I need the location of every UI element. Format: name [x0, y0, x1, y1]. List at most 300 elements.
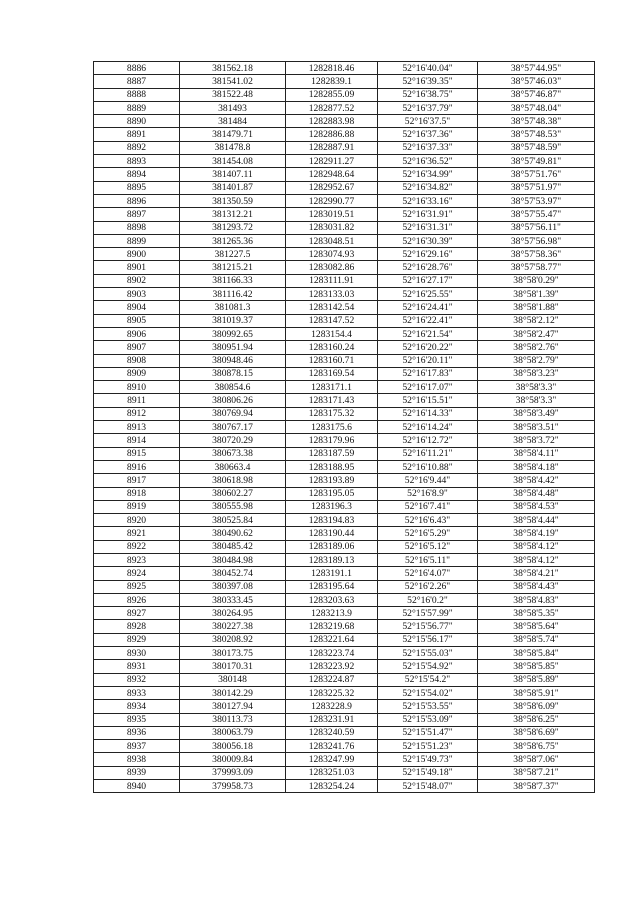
x-coordinate-cell: 380173.75	[180, 647, 286, 660]
latitude-cell: 52°16'37.36"	[378, 128, 478, 141]
longitude-cell: 38°58'4.53"	[478, 500, 595, 513]
x-coordinate-cell: 381116.42	[180, 288, 286, 301]
x-coordinate-cell: 380452.74	[180, 567, 286, 580]
point-number-cell: 8906	[94, 327, 180, 340]
y-coordinate-cell: 1283133.03	[286, 288, 378, 301]
longitude-cell: 38°58'3.72"	[478, 434, 595, 447]
y-coordinate-cell: 1283196.3	[286, 500, 378, 513]
x-coordinate-cell: 381293.72	[180, 221, 286, 234]
y-coordinate-cell: 1283169.54	[286, 367, 378, 380]
y-coordinate-cell: 1283195.05	[286, 487, 378, 500]
table-row	[94, 713, 595, 726]
longitude-cell: 38°58'2.79"	[478, 354, 595, 367]
latitude-cell: 52°16'31.91"	[378, 208, 478, 221]
point-number-cell: 8919	[94, 500, 180, 513]
table-row	[94, 766, 595, 779]
x-coordinate-cell: 380555.98	[180, 500, 286, 513]
longitude-cell: 38°57'58.36"	[478, 248, 595, 261]
table-row	[94, 208, 595, 221]
x-coordinate-cell: 380673.38	[180, 447, 286, 460]
y-coordinate-cell: 1283203.63	[286, 593, 378, 606]
y-coordinate-cell: 1283189.13	[286, 553, 378, 566]
point-number-cell: 8892	[94, 141, 180, 154]
point-number-cell: 8894	[94, 168, 180, 181]
y-coordinate-cell: 1283048.51	[286, 234, 378, 247]
latitude-cell: 52°16'2.26"	[378, 580, 478, 593]
latitude-cell: 52°16'10.88"	[378, 460, 478, 473]
y-coordinate-cell: 1283031.82	[286, 221, 378, 234]
table-row	[94, 141, 595, 154]
y-coordinate-cell: 1283251.03	[286, 766, 378, 779]
x-coordinate-cell: 380170.31	[180, 660, 286, 673]
point-number-cell: 8895	[94, 181, 180, 194]
longitude-cell: 38°58'4.44"	[478, 514, 595, 527]
longitude-cell: 38°57'51.97"	[478, 181, 595, 194]
longitude-cell: 38°58'6.75"	[478, 740, 595, 753]
y-coordinate-cell: 1283223.74	[286, 647, 378, 660]
point-number-cell: 8939	[94, 766, 180, 779]
table-row	[94, 181, 595, 194]
longitude-cell: 38°58'4.12"	[478, 553, 595, 566]
longitude-cell: 38°57'48.04"	[478, 101, 595, 114]
longitude-cell: 38°58'6.69"	[478, 726, 595, 739]
longitude-cell: 38°58'0.29"	[478, 274, 595, 287]
longitude-cell: 38°58'1.39"	[478, 288, 595, 301]
table-row	[94, 381, 595, 394]
x-coordinate-cell: 379993.09	[180, 766, 286, 779]
table-row	[94, 633, 595, 646]
longitude-cell: 38°57'58.77"	[478, 261, 595, 274]
point-number-cell: 8893	[94, 155, 180, 168]
latitude-cell: 52°16'14.33"	[378, 407, 478, 420]
x-coordinate-cell: 381493	[180, 101, 286, 114]
point-number-cell: 8934	[94, 700, 180, 713]
x-coordinate-cell: 380063.79	[180, 726, 286, 739]
longitude-cell: 38°58'2.12"	[478, 314, 595, 327]
latitude-cell: 52°16'7.41"	[378, 500, 478, 513]
latitude-cell: 52°16'0.2"	[378, 593, 478, 606]
table-row	[94, 75, 595, 88]
table-row	[94, 234, 595, 247]
x-coordinate-cell: 380056.18	[180, 740, 286, 753]
y-coordinate-cell: 1283171.1	[286, 381, 378, 394]
point-number-cell: 8910	[94, 381, 180, 394]
point-number-cell: 8887	[94, 75, 180, 88]
point-number-cell: 8902	[94, 274, 180, 287]
y-coordinate-cell: 1282818.46	[286, 62, 378, 75]
x-coordinate-cell: 380113.73	[180, 713, 286, 726]
longitude-cell: 38°57'53.97"	[478, 194, 595, 207]
longitude-cell: 38°57'55.47"	[478, 208, 595, 221]
latitude-cell: 52°15'53.09"	[378, 713, 478, 726]
latitude-cell: 52°15'51.47"	[378, 726, 478, 739]
table-row	[94, 527, 595, 540]
latitude-cell: 52°15'51.23"	[378, 740, 478, 753]
x-coordinate-cell: 381312.21	[180, 208, 286, 221]
y-coordinate-cell: 1283179.96	[286, 434, 378, 447]
x-coordinate-cell: 380397.08	[180, 580, 286, 593]
y-coordinate-cell: 1283228.9	[286, 700, 378, 713]
point-number-cell: 8908	[94, 354, 180, 367]
latitude-cell: 52°15'54.92"	[378, 660, 478, 673]
longitude-cell: 38°58'3.23"	[478, 367, 595, 380]
longitude-cell: 38°58'7.37"	[478, 780, 595, 793]
point-number-cell: 8912	[94, 407, 180, 420]
point-number-cell: 8897	[94, 208, 180, 221]
point-number-cell: 8933	[94, 686, 180, 699]
latitude-cell: 52°16'9.44"	[378, 474, 478, 487]
latitude-cell: 52°16'14.24"	[378, 421, 478, 434]
y-coordinate-cell: 1283191.1	[286, 567, 378, 580]
point-number-cell: 8916	[94, 460, 180, 473]
point-number-cell: 8898	[94, 221, 180, 234]
table-row	[94, 288, 595, 301]
y-coordinate-cell: 1283223.92	[286, 660, 378, 673]
longitude-cell: 38°58'1.88"	[478, 301, 595, 314]
longitude-cell: 38°58'5.35"	[478, 607, 595, 620]
y-coordinate-cell: 1282948.64	[286, 168, 378, 181]
x-coordinate-cell: 380948.46	[180, 354, 286, 367]
latitude-cell: 52°16'20.11"	[378, 354, 478, 367]
x-coordinate-cell: 380264.95	[180, 607, 286, 620]
point-number-cell: 8899	[94, 234, 180, 247]
latitude-cell: 52°16'5.12"	[378, 540, 478, 553]
latitude-cell: 52°15'56.77"	[378, 620, 478, 633]
table-row	[94, 580, 595, 593]
x-coordinate-cell: 380490.62	[180, 527, 286, 540]
latitude-cell: 52°16'29.16"	[378, 248, 478, 261]
point-number-cell: 8890	[94, 115, 180, 128]
table-row	[94, 647, 595, 660]
longitude-cell: 38°58'5.64"	[478, 620, 595, 633]
point-number-cell: 8891	[94, 128, 180, 141]
table-row	[94, 248, 595, 261]
latitude-cell: 52°16'27.17"	[378, 274, 478, 287]
longitude-cell: 38°57'56.98"	[478, 234, 595, 247]
y-coordinate-cell: 1283221.64	[286, 633, 378, 646]
x-coordinate-cell: 380485.42	[180, 540, 286, 553]
point-number-cell: 8917	[94, 474, 180, 487]
longitude-cell: 38°58'3.49"	[478, 407, 595, 420]
longitude-cell: 38°58'4.43"	[478, 580, 595, 593]
longitude-cell: 38°57'48.53"	[478, 128, 595, 141]
point-number-cell: 8922	[94, 540, 180, 553]
y-coordinate-cell: 1283240.59	[286, 726, 378, 739]
point-number-cell: 8915	[94, 447, 180, 460]
latitude-cell: 52°15'53.55"	[378, 700, 478, 713]
x-coordinate-cell: 380208.92	[180, 633, 286, 646]
table-row	[94, 753, 595, 766]
y-coordinate-cell: 1282883.98	[286, 115, 378, 128]
point-number-cell: 8901	[94, 261, 180, 274]
table-row	[94, 101, 595, 114]
latitude-cell: 52°16'34.82"	[378, 181, 478, 194]
table-row	[94, 567, 595, 580]
longitude-cell: 38°58'5.89"	[478, 673, 595, 686]
point-number-cell: 8936	[94, 726, 180, 739]
y-coordinate-cell: 1282990.77	[286, 194, 378, 207]
point-number-cell: 8931	[94, 660, 180, 673]
table-row	[94, 367, 595, 380]
point-number-cell: 8929	[94, 633, 180, 646]
table-row	[94, 62, 595, 75]
y-coordinate-cell: 1283160.24	[286, 341, 378, 354]
point-number-cell: 8900	[94, 248, 180, 261]
longitude-cell: 38°58'5.74"	[478, 633, 595, 646]
longitude-cell: 38°57'48.59"	[478, 141, 595, 154]
x-coordinate-cell: 381019.37	[180, 314, 286, 327]
longitude-cell: 38°58'6.09"	[478, 700, 595, 713]
x-coordinate-cell: 380333.45	[180, 593, 286, 606]
table-row	[94, 421, 595, 434]
table-row	[94, 780, 595, 793]
x-coordinate-cell: 381484	[180, 115, 286, 128]
x-coordinate-cell: 380720.29	[180, 434, 286, 447]
y-coordinate-cell: 1283074.93	[286, 248, 378, 261]
point-number-cell: 8923	[94, 553, 180, 566]
x-coordinate-cell: 381407.11	[180, 168, 286, 181]
longitude-cell: 38°58'2.47"	[478, 327, 595, 340]
y-coordinate-cell: 1282886.88	[286, 128, 378, 141]
point-number-cell: 8907	[94, 341, 180, 354]
coordinates-table	[93, 61, 595, 793]
point-number-cell: 8928	[94, 620, 180, 633]
x-coordinate-cell: 380618.98	[180, 474, 286, 487]
table-row	[94, 274, 595, 287]
longitude-cell: 38°58'3.3"	[478, 381, 595, 394]
y-coordinate-cell: 1283213.9	[286, 607, 378, 620]
point-number-cell: 8925	[94, 580, 180, 593]
longitude-cell: 38°57'46.87"	[478, 88, 595, 101]
y-coordinate-cell: 1283247.99	[286, 753, 378, 766]
x-coordinate-cell: 381265.36	[180, 234, 286, 247]
point-number-cell: 8909	[94, 367, 180, 380]
y-coordinate-cell: 1283082.86	[286, 261, 378, 274]
coordinates-table-body	[94, 62, 595, 793]
table-row	[94, 354, 595, 367]
longitude-cell: 38°58'5.84"	[478, 647, 595, 660]
latitude-cell: 52°16'22.41"	[378, 314, 478, 327]
point-number-cell: 8896	[94, 194, 180, 207]
x-coordinate-cell: 380602.27	[180, 487, 286, 500]
table-row	[94, 620, 595, 633]
x-coordinate-cell: 380525.84	[180, 514, 286, 527]
latitude-cell: 52°15'49.73"	[378, 753, 478, 766]
table-row	[94, 593, 595, 606]
table-row	[94, 660, 595, 673]
y-coordinate-cell: 1282877.52	[286, 101, 378, 114]
longitude-cell: 38°58'3.51"	[478, 421, 595, 434]
point-number-cell: 8927	[94, 607, 180, 620]
table-row	[94, 88, 595, 101]
y-coordinate-cell: 1283187.59	[286, 447, 378, 460]
point-number-cell: 8903	[94, 288, 180, 301]
longitude-cell: 38°58'7.06"	[478, 753, 595, 766]
x-coordinate-cell: 380148	[180, 673, 286, 686]
y-coordinate-cell: 1283190.44	[286, 527, 378, 540]
longitude-cell: 38°57'44.95"	[478, 62, 595, 75]
table-row	[94, 726, 595, 739]
y-coordinate-cell: 1283225.32	[286, 686, 378, 699]
x-coordinate-cell: 381215.21	[180, 261, 286, 274]
y-coordinate-cell: 1283219.68	[286, 620, 378, 633]
point-number-cell: 8888	[94, 88, 180, 101]
point-number-cell: 8940	[94, 780, 180, 793]
latitude-cell: 52°16'33.16"	[378, 194, 478, 207]
point-number-cell: 8911	[94, 394, 180, 407]
longitude-cell: 38°58'4.83"	[478, 593, 595, 606]
point-number-cell: 8918	[94, 487, 180, 500]
x-coordinate-cell: 381479.71	[180, 128, 286, 141]
point-number-cell: 8905	[94, 314, 180, 327]
y-coordinate-cell: 1283188.95	[286, 460, 378, 473]
latitude-cell: 52°16'21.54"	[378, 327, 478, 340]
latitude-cell: 52°16'28.76"	[378, 261, 478, 274]
latitude-cell: 52°16'39.35"	[378, 75, 478, 88]
longitude-cell: 38°58'6.25"	[478, 713, 595, 726]
table-row	[94, 607, 595, 620]
table-row	[94, 394, 595, 407]
y-coordinate-cell: 1283019.51	[286, 208, 378, 221]
latitude-cell: 52°16'37.5"	[378, 115, 478, 128]
latitude-cell: 52°15'48.07"	[378, 780, 478, 793]
longitude-cell: 38°58'7.21"	[478, 766, 595, 779]
table-row	[94, 115, 595, 128]
latitude-cell: 52°16'17.83"	[378, 367, 478, 380]
longitude-cell: 38°57'56.11"	[478, 221, 595, 234]
x-coordinate-cell: 381166.33	[180, 274, 286, 287]
table-row	[94, 434, 595, 447]
latitude-cell: 52°15'54.02"	[378, 686, 478, 699]
table-row	[94, 474, 595, 487]
y-coordinate-cell: 1282839.1	[286, 75, 378, 88]
x-coordinate-cell: 381401.87	[180, 181, 286, 194]
x-coordinate-cell: 380227.38	[180, 620, 286, 633]
point-number-cell: 8932	[94, 673, 180, 686]
longitude-cell: 38°58'5.91"	[478, 686, 595, 699]
x-coordinate-cell: 381478.8	[180, 141, 286, 154]
y-coordinate-cell: 1283195.64	[286, 580, 378, 593]
table-row	[94, 261, 595, 274]
x-coordinate-cell: 380767.17	[180, 421, 286, 434]
longitude-cell: 38°58'2.76"	[478, 341, 595, 354]
y-coordinate-cell: 1282855.09	[286, 88, 378, 101]
point-number-cell: 8935	[94, 713, 180, 726]
x-coordinate-cell: 380484.98	[180, 553, 286, 566]
x-coordinate-cell: 381541.02	[180, 75, 286, 88]
point-number-cell: 8889	[94, 101, 180, 114]
y-coordinate-cell: 1283231.91	[286, 713, 378, 726]
latitude-cell: 52°16'20.22"	[378, 341, 478, 354]
x-coordinate-cell: 381350.59	[180, 194, 286, 207]
longitude-cell: 38°58'4.11"	[478, 447, 595, 460]
x-coordinate-cell: 380663.4	[180, 460, 286, 473]
y-coordinate-cell: 1283241.76	[286, 740, 378, 753]
latitude-cell: 52°15'57.99"	[378, 607, 478, 620]
longitude-cell: 38°58'4.18"	[478, 460, 595, 473]
latitude-cell: 52°16'36.52"	[378, 155, 478, 168]
latitude-cell: 52°16'4.07"	[378, 567, 478, 580]
y-coordinate-cell: 1283171.43	[286, 394, 378, 407]
latitude-cell: 52°16'37.33"	[378, 141, 478, 154]
latitude-cell: 52°16'5.11"	[378, 553, 478, 566]
longitude-cell: 38°58'4.12"	[478, 540, 595, 553]
y-coordinate-cell: 1283193.89	[286, 474, 378, 487]
y-coordinate-cell: 1283111.91	[286, 274, 378, 287]
x-coordinate-cell: 380769.94	[180, 407, 286, 420]
table-row	[94, 487, 595, 500]
table-row	[94, 686, 595, 699]
latitude-cell: 52°16'12.72"	[378, 434, 478, 447]
y-coordinate-cell: 1283175.6	[286, 421, 378, 434]
longitude-cell: 38°57'48.38"	[478, 115, 595, 128]
x-coordinate-cell: 381081.3	[180, 301, 286, 314]
latitude-cell: 52°16'34.99"	[378, 168, 478, 181]
point-number-cell: 8921	[94, 527, 180, 540]
x-coordinate-cell: 380992.65	[180, 327, 286, 340]
latitude-cell: 52°16'6.43"	[378, 514, 478, 527]
table-row	[94, 314, 595, 327]
table-row	[94, 740, 595, 753]
point-number-cell: 8886	[94, 62, 180, 75]
latitude-cell: 52°16'40.04"	[378, 62, 478, 75]
longitude-cell: 38°57'46.03"	[478, 75, 595, 88]
y-coordinate-cell: 1283147.52	[286, 314, 378, 327]
point-number-cell: 8937	[94, 740, 180, 753]
y-coordinate-cell: 1282952.67	[286, 181, 378, 194]
y-coordinate-cell: 1283142.54	[286, 301, 378, 314]
y-coordinate-cell: 1283194.83	[286, 514, 378, 527]
x-coordinate-cell: 381454.08	[180, 155, 286, 168]
x-coordinate-cell: 381522.48	[180, 88, 286, 101]
x-coordinate-cell: 380142.29	[180, 686, 286, 699]
x-coordinate-cell: 380009.84	[180, 753, 286, 766]
latitude-cell: 52°16'31.31"	[378, 221, 478, 234]
y-coordinate-cell: 1282887.91	[286, 141, 378, 154]
y-coordinate-cell: 1283189.06	[286, 540, 378, 553]
x-coordinate-cell: 380127.94	[180, 700, 286, 713]
point-number-cell: 8914	[94, 434, 180, 447]
longitude-cell: 38°58'4.42"	[478, 474, 595, 487]
latitude-cell: 52°16'38.75"	[378, 88, 478, 101]
point-number-cell: 8924	[94, 567, 180, 580]
table-row	[94, 500, 595, 513]
point-number-cell: 8926	[94, 593, 180, 606]
longitude-cell: 38°58'3.3"	[478, 394, 595, 407]
x-coordinate-cell: 380878.15	[180, 367, 286, 380]
latitude-cell: 52°15'56.17"	[378, 633, 478, 646]
y-coordinate-cell: 1283160.71	[286, 354, 378, 367]
table-row	[94, 194, 595, 207]
point-number-cell: 8930	[94, 647, 180, 660]
latitude-cell: 52°16'30.39"	[378, 234, 478, 247]
latitude-cell: 52°16'5.29"	[378, 527, 478, 540]
latitude-cell: 52°16'37.79"	[378, 101, 478, 114]
latitude-cell: 52°16'25.55"	[378, 288, 478, 301]
x-coordinate-cell: 380854.6	[180, 381, 286, 394]
y-coordinate-cell: 1283175.32	[286, 407, 378, 420]
latitude-cell: 52°16'8.9"	[378, 487, 478, 500]
longitude-cell: 38°58'4.21"	[478, 567, 595, 580]
table-row	[94, 514, 595, 527]
x-coordinate-cell: 379958.73	[180, 780, 286, 793]
point-number-cell: 8904	[94, 301, 180, 314]
table-row	[94, 128, 595, 141]
latitude-cell: 52°16'17.07"	[378, 381, 478, 394]
latitude-cell: 52°16'24.41"	[378, 301, 478, 314]
longitude-cell: 38°58'4.19"	[478, 527, 595, 540]
latitude-cell: 52°15'49.18"	[378, 766, 478, 779]
